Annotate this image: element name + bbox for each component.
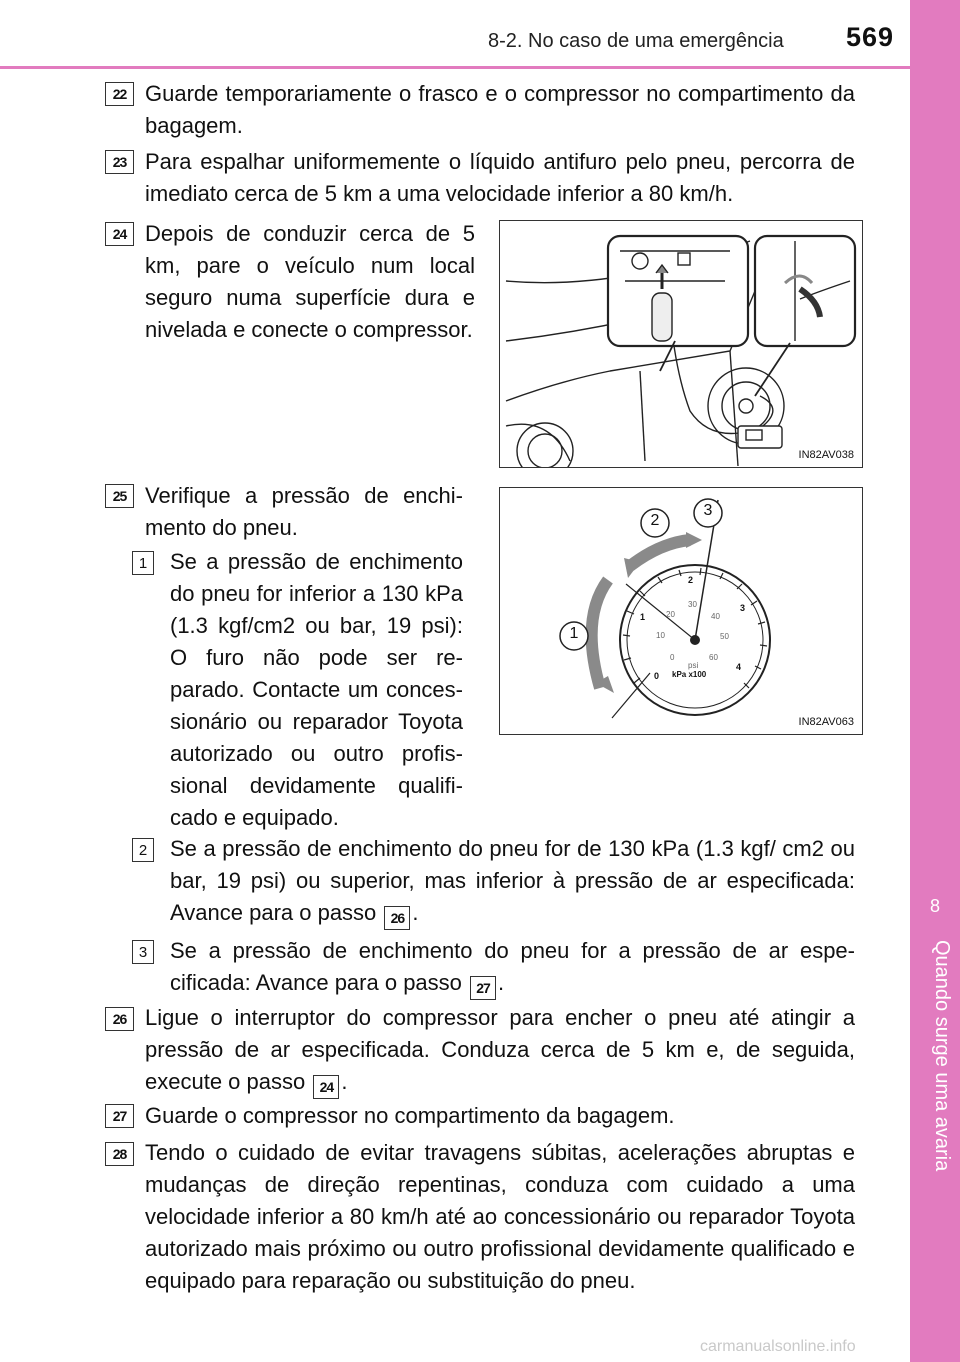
sub-item-number-2: 2 xyxy=(132,838,154,862)
step-number-28: 28 xyxy=(105,1142,134,1166)
step-text-27: Guarde o compressor no compartimento da bagagem. xyxy=(145,1103,675,1128)
chapter-number: 8 xyxy=(929,896,940,916)
gauge-psi-label-50: 50 xyxy=(720,632,729,641)
pressure-gauge-illustration xyxy=(499,487,863,735)
sub-item-text-2 xyxy=(170,833,855,930)
gauge-callout-1: 1 xyxy=(569,625,579,642)
gauge-kpa-label-0: 0 xyxy=(654,671,660,681)
gauge-psi-label-30: 30 xyxy=(688,600,697,609)
sub-item-text-3-end: . xyxy=(498,970,505,995)
figure-code: IN82AV038 xyxy=(798,449,854,461)
step-ref-27: 27 xyxy=(470,976,496,1000)
step-text-22: Guarde temporariamente o frasco e o compressor no compartimento da bagagem. xyxy=(145,81,855,138)
step-number-24: 24 xyxy=(105,222,134,246)
step-ref-26: 26 xyxy=(384,906,410,930)
gauge-psi-label-20: 20 xyxy=(666,610,675,619)
car-compressor-drawing xyxy=(500,221,862,467)
gauge-psi-label-0: 0 xyxy=(670,653,675,662)
step-text-26-body: Ligue o interruptor do compressor para encher o pneu até atingir a pressão de ar especificada. Conduza cerca de 5 km e, de seguida, execute o passo xyxy=(145,1005,855,1094)
step-text-24: Depois de conduzir cerca de 5 km, pare o veículo num local seguro numa superfície dura e nivelada e conecte o compressor. xyxy=(145,221,475,342)
gauge-kpa-label-4: 4 xyxy=(736,662,742,672)
step-number-26: 26 xyxy=(105,1007,134,1031)
figure-code: IN82AV063 xyxy=(798,716,854,728)
step-number-25: 25 xyxy=(105,484,134,508)
step-text-28: Tendo o cuidado de evitar travagens súbitas, acelerações abruptas e mudanças de direção repentinas, conduza com cuidado a uma velocidade inferior a 80 km/h até ao concessionário ou reparador Toyota autorizado mais próximo ou outro profissional devidamente qualificado e equipado para reparação ou substituição do pneu. xyxy=(145,1140,855,1293)
step-text-25: Verifique a pressão de enchimento do pneu. xyxy=(145,483,463,540)
gauge-psi-label-60: 60 xyxy=(709,653,718,662)
header-divider xyxy=(0,66,910,69)
sub-item-number-3: 3 xyxy=(132,940,154,964)
gauge-unit-psi: psi xyxy=(688,661,699,670)
sub-item-text-2-end: . xyxy=(412,900,419,925)
chapter-title: Quando surge uma avaria xyxy=(931,940,953,1172)
sub-item-text-2-body: Se a pressão de enchimento do pneu for de 130 kPa (1.3 kgf/ cm2 ou bar, 19 psi) ou superior, mas inferior à pressão de ar especificada: Avance para o passo xyxy=(170,836,855,925)
section-title: 8-2. No caso de uma emergência xyxy=(488,30,784,52)
step-ref-24: 24 xyxy=(313,1075,339,1099)
sub-item-text-3-body: Se a pressão de enchimento do pneu for a pressão de ar especificada: Avance para o passo xyxy=(170,938,855,995)
compressor-illustration xyxy=(499,220,863,468)
step-number-23: 23 xyxy=(105,150,134,174)
step-number-22: 22 xyxy=(105,82,134,106)
gauge-callout-3: 3 xyxy=(703,502,713,519)
gauge-psi-label-10: 10 xyxy=(656,631,665,640)
step-number-27: 27 xyxy=(105,1104,134,1128)
step-text-26 xyxy=(145,1002,855,1099)
watermark: carmanualsonline.info xyxy=(700,1338,856,1355)
sub-item-text-1: Se a pressão de enchimento do pneu for inferior a 130 kPa (1.3 kgf/cm2 ou bar, 19 psi): O furo não pode ser reparado. Contacte um concessionário ou reparador Toyota autorizado ou outro profissional devidamente qualificado e equipado. xyxy=(170,549,463,830)
step-text-23: Para espalhar uniformemente o líquido antifuro pelo pneu, percorra de imediato cerca de 5 km a uma velocidade inferior a 80 km/h. xyxy=(145,149,855,206)
step-text-26-end: . xyxy=(341,1069,348,1094)
page-number: 569 xyxy=(846,22,895,52)
gauge-kpa-label-1: 1 xyxy=(640,612,646,622)
pressure-gauge-drawing xyxy=(500,488,862,734)
gauge-kpa-label-3: 3 xyxy=(740,603,746,613)
sub-item-number-1: 1 xyxy=(132,551,154,575)
gauge-unit-kpa: kPa x100 xyxy=(672,670,707,679)
gauge-kpa-label-2: 2 xyxy=(688,575,694,585)
gauge-callout-2: 2 xyxy=(650,512,660,529)
sub-item-text-3 xyxy=(170,935,855,1000)
gauge-psi-label-40: 40 xyxy=(711,612,720,621)
